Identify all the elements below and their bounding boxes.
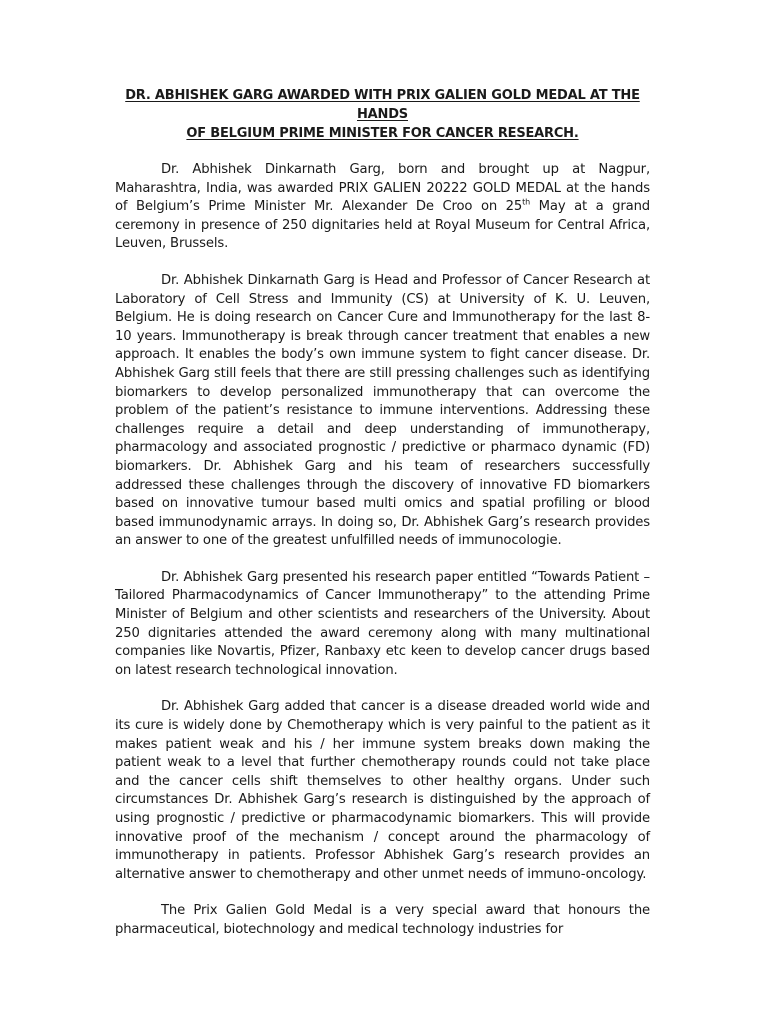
title-line-1: DR. ABHISHEK GARG AWARDED WITH PRIX GALIEN GOLD MEDAL AT THE HANDS <box>125 88 640 122</box>
paragraph-2: Dr. Abhishek Dinkarnath Garg is Head and Professor of Cancer Research at Laboratory of Cell Stress and Immunity (CS) at University of K. U. Leuven, Belgium. He is doing research on Cancer Cure and Immunotherapy for the last 8-10 years. Immunotherapy is break through cancer treatment that enables a new approach. It enables the body’s own immune system to fight cancer disease. Dr. Abhishek Garg still feels that there are still pressing challenges such as identifying biomarkers to develop personalized immunotherapy that can overcome the problem of the patient’s resistance to immune interventions. Addressing these challenges require a detail and deep understanding of immunotherapy, pharmacology and associated prognostic / predictive or pharmaco dynamic (FD) biomarkers. Dr. Abhishek Garg and his team of researchers successfully addressed these challenges through the discovery of innovative FD biomarkers based on innovative tumour based multi omics and spatial profiling or blood based immunodynamic arrays. In doing so, Dr. Abhishek Garg’s research provides an answer to one of the greatest unfulfilled needs of immunocologie. <box>115 272 650 549</box>
paragraph-1-text: Dr. Abhishek Dinkarnath Garg, born and brought up at Nagpur, Maharashtra, India, was awarded PRIX GALIEN 20222 GOLD MEDAL at the hands of Belgium’s Prime Minister Mr. Alexander De Croo on 25 <box>115 162 650 215</box>
paragraph-5: The Prix Galien Gold Medal is a very special award that honours the pharmaceutical, biotechnology and medical technology industries for <box>115 903 650 937</box>
paragraph-1 <box>115 161 650 254</box>
ordinal-suffix: th <box>522 197 531 207</box>
title-line-2: OF BELGIUM PRIME MINISTER FOR CANCER RESEARCH. <box>186 126 579 141</box>
document-title <box>115 86 650 143</box>
paragraph-4: Dr. Abhishek Garg added that cancer is a disease dreaded world wide and its cure is widely done by Chemotherapy which is very painful to the patient as it makes patient weak and his / her immune system breaks down making the patient weak to a level that further chemotherapy rounds could not take place and the cancer cells shift themselves to other healthy organs. Under such circumstances Dr. Abhishek Garg’s research is distinguished by the approach of using prognostic / predictive or pharmacodynamic biomarkers. This will provide innovative proof of the mechanism / concept around the pharmacology of immunotherapy in patients. Professor Abhishek Garg’s research provides an alternative answer to chemotherapy and other unmet needs of immuno-oncology. <box>115 699 650 882</box>
paragraph-3: Dr. Abhishek Garg presented his research paper entitled “Towards Patient – Tailored Pharmacodynamics of Cancer Immunotherapy” to the attending Prime Minister of Belgium and other scientists and researchers of the University. About 250 dignitaries attended the award ceremony along with many multinational companies like Novartis, Pfizer, Ranbaxy etc keen to develop cancer drugs based on latest research technological innovation. <box>115 569 650 678</box>
paragraph-1-text-end: May at a grand ceremony in presence of 250 dignitaries held at Royal Museum for Central Africa, Leuven, Brussels. <box>115 199 651 252</box>
document-page <box>115 86 650 940</box>
